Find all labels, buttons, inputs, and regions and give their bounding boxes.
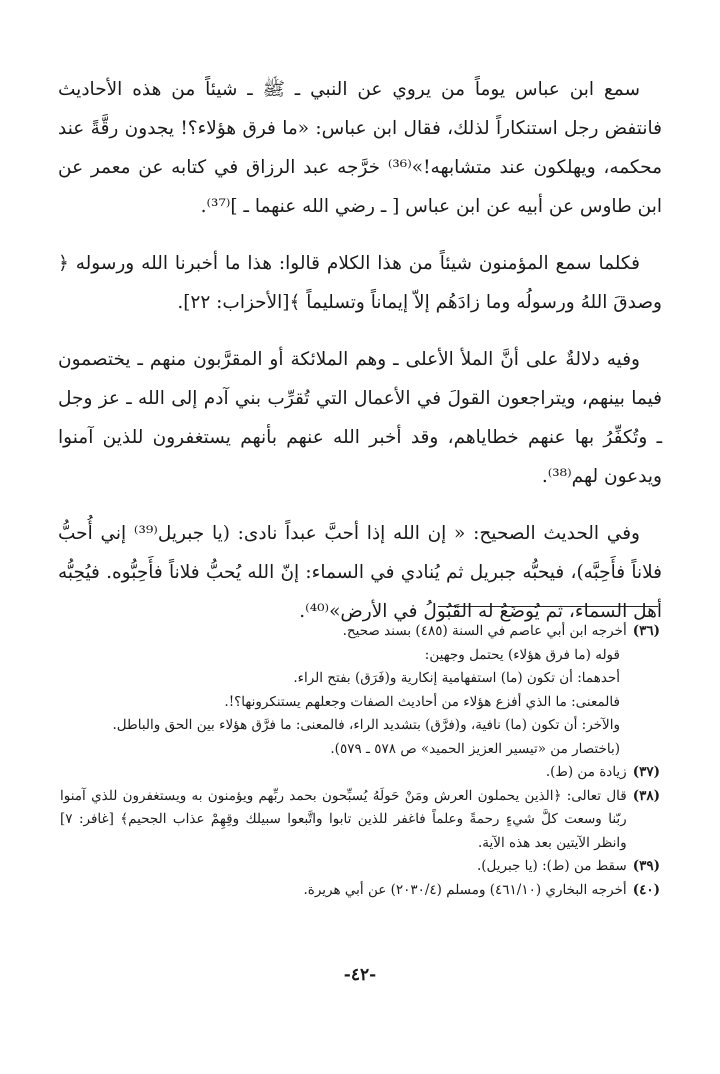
footnote-text: قوله (ما فرق هؤلاء) يحتمل وجهين: (424, 646, 620, 663)
footnote-text: أحدهما: أن تكون (ما) استفهامية إنكارية و(فَرَق) بفتح الراء. (293, 670, 620, 686)
paragraph-2: فكلما سمع المؤمنون شيئاً من هذا الكلام قالوا: هذا ما أخبرنا الله ورسوله ﴿ وصدقَ اللهُ ورسولُه وما زادَهُم إلاّ إيماناً وتسليماً ﴾[الأحزاب: ٢٢]. (58, 253, 662, 313)
main-text (58, 70, 662, 631)
paragraph-3: وفيه دلالةٌ على أنَّ الملأ الأعلى ـ وهم الملائكة أو المقرَّبون منهم ـ يختصمون فيما بينهم، ويتراجعون القولَ في الأعمال التي تُقرِّب بني آدم إلى الله ـ عز وجل ـ وتُكفِّرُ بها عنهم خطاياهم، وقد أخبر الله عنهم بأنهم يستغفرون للذين آمنوا ويدعون لهم⁽³⁸⁾. (58, 349, 662, 487)
footnote-number: (٣٦) (632, 623, 660, 639)
footnote-38 (60, 785, 660, 856)
footnote-text: أخرجه البخاري (٤٦١/١٠) ومسلم (٢٠٣٠/٤) عن أبي هريرة. (303, 881, 627, 898)
paragraph-1: سمع ابن عباس يوماً من يروي عن النبي ـ ﷺ ـ شيئاً من هذه الأحاديث فانتفض رجل استنكاراً لذلك، فقال ابن عباس: «ما فرق هؤلاء؟! يجدون رقَّةً عند محكمه، ويهلكون عند متشابهه!»⁽³⁶⁾ خرَّجه عبد الرزاق في كتابه عن معمر عن ابن طاوس عن أبيه عن ابن عباس [ ـ رضي الله عنهما ـ ]⁽³⁷⁾. (58, 79, 662, 217)
footnote-separator (438, 606, 658, 607)
footnotes (60, 620, 660, 902)
footnote-text: سقط من (ط): (يا جبريل). (476, 858, 627, 874)
footnote-text: زيادة من (ط). (545, 764, 627, 780)
footnote-text: فالمعنى: ما الذي أفزع هؤلاء من أحاديث الصفات وجعلهم يستنكرونها؟!. (224, 693, 620, 710)
footnote-36 (60, 620, 660, 644)
paragraph-4: وفي الحديث الصحيح: « إن الله إذا أحبَّ عبداً نادى: (يا جبريل⁽³⁹⁾ إني أُحبُّ فلاناً فأَحِبَّه)، فيحبُّه جبريل ثم يُنادي في السماء: إنّ الله يُحبُّ فلاناً فأَحِبُّوه. فيُحِبُّه أهل السماء، ثم يُوضَعُ له القَبُولُ في الأرض»⁽⁴⁰⁾. (58, 523, 662, 622)
footnote-text: أخرجه ابن أبي عاصم في السنة (٤٨٥) بسند صحيح. (342, 623, 627, 639)
footnote-number: (٣٨) (632, 787, 660, 804)
footnote-text: قال تعالى: ﴿الذين يحملون العرش ومَنْ حَولَهُ يُسبِّحون بحمد ربِّهم ويؤمنون به ويستغفرون للذي آمنوا ربّنا وسعت كلَّ شيءٍ رحمةً وعلماً فاغفر للذين تابوا واتَّبعوا سبيلك وقِهِمْ عذاب الجحيم﴾ [غافر: ٧] وانظر الآيتين بعد هذه الآية. (60, 787, 627, 851)
footnote-40 (60, 879, 660, 903)
footnote-39 (60, 855, 660, 879)
footnote-37 (60, 761, 660, 785)
footnote-number: (٤٠) (632, 881, 660, 898)
footnote-number: (٣٧) (632, 764, 660, 780)
footnote-text: (باختصار من «تيسير العزيز الحميد» ص ٥٧٨ ـ ٥٧٩). (330, 740, 620, 757)
footnote-number: (٣٩) (632, 858, 660, 874)
page-number: -٤٢- (343, 965, 377, 985)
footnote-text: والآخر: أن تكون (ما) نافية، و(فرَّق) بتشديد الراء، فالمعنى: ما فرَّق هؤلاء بين الحق والباطل. (112, 717, 620, 733)
